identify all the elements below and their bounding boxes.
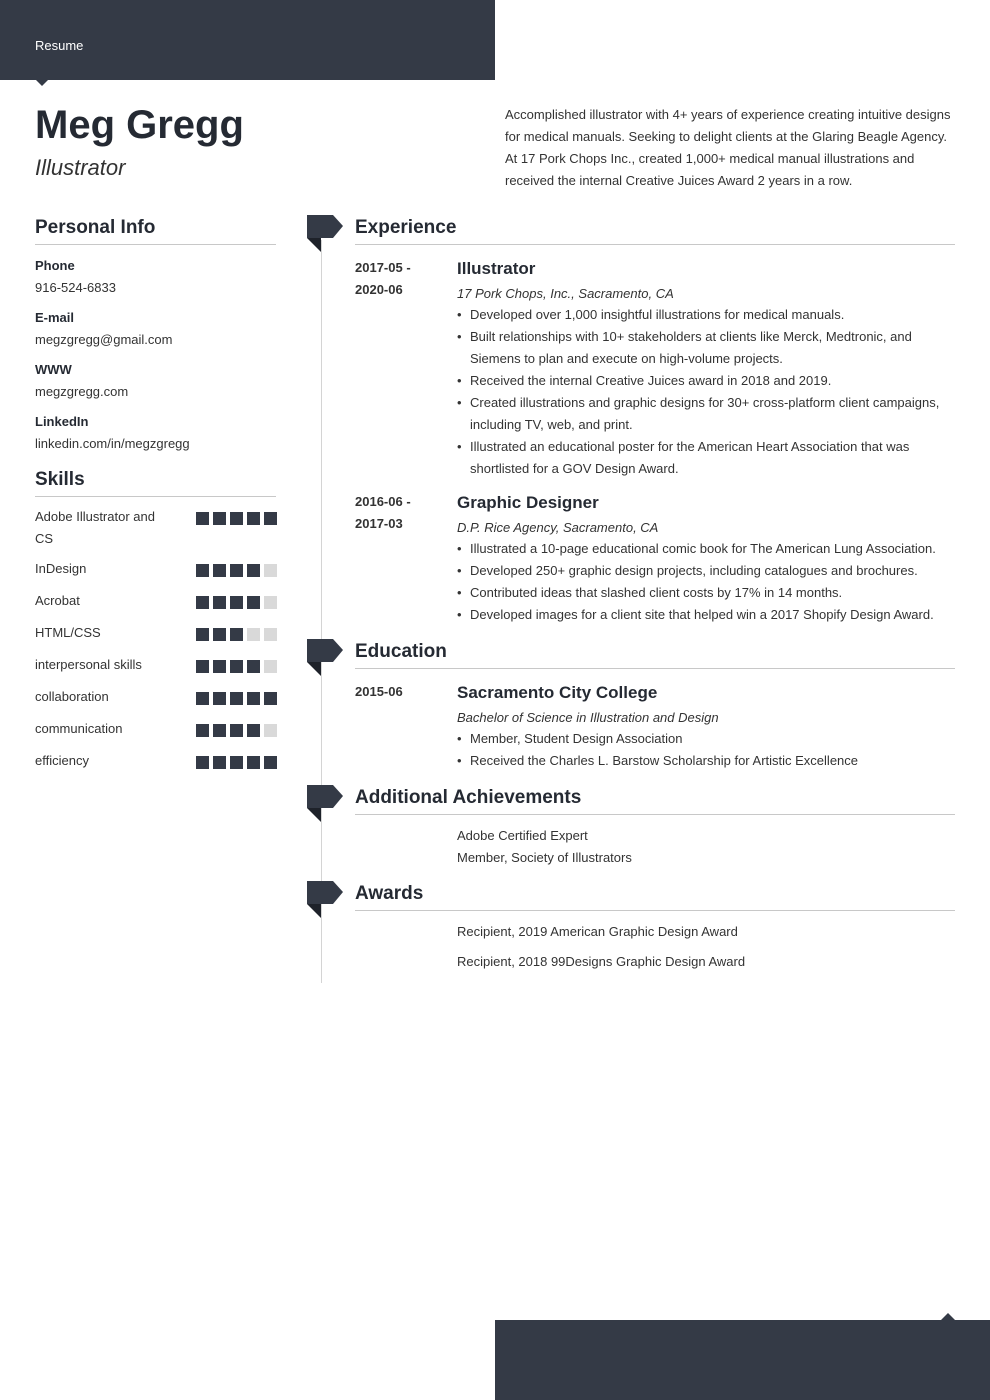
skill-rating [196, 756, 277, 769]
skill-level-square [213, 512, 226, 525]
skill-level-square [264, 692, 277, 705]
footer-notch [941, 1313, 955, 1320]
achievement-item: Adobe Certified Expert [457, 828, 588, 843]
awards-rule [355, 910, 955, 911]
skill-name: InDesign [35, 561, 87, 576]
skill-level-square [264, 660, 277, 673]
skill-level-square [230, 724, 243, 737]
skill-name: interpersonal skills [35, 657, 142, 672]
skill-level-square [196, 596, 209, 609]
linkedin-label: LinkedIn [35, 414, 89, 429]
education-degree: Bachelor of Science in Illustration and Design [457, 710, 719, 725]
skill-level-square [196, 512, 209, 525]
job-bullet: • Built relationships with 10+ stakeholders at clients like Merck, Medtronic, and Siemens to plan and execute on high-volume projects. [457, 326, 955, 370]
skill-level-square [213, 628, 226, 641]
skill-rating [196, 512, 277, 525]
skill-rating [196, 596, 277, 609]
skill-level-square [196, 564, 209, 577]
job-date-end: 2020-06 [355, 282, 403, 297]
footer-band [495, 1320, 990, 1400]
job-bullets [457, 304, 955, 480]
education-bullets [457, 728, 955, 772]
skill-level-square [196, 756, 209, 769]
experience-rule [355, 244, 955, 245]
skill-level-square [196, 692, 209, 705]
skill-rating [196, 724, 277, 737]
email-label: E-mail [35, 310, 75, 325]
skill-name: efficiency [35, 753, 89, 768]
job-bullet: • Developed 250+ graphic design projects, including catalogues and brochures. [457, 560, 955, 582]
skill-level-square [213, 724, 226, 737]
skill-level-square [213, 564, 226, 577]
job-title: Graphic Designer [457, 493, 599, 512]
job-bullet: • Received the internal Creative Juices award in 2018 and 2019. [457, 370, 955, 392]
job-bullet: • Illustrated a 10-page educational comic book for The American Lung Association. [457, 538, 955, 560]
award-item: Recipient, 2018 99Designs Graphic Design Award [457, 954, 746, 969]
job-company: D.P. Rice Agency, Sacramento, CA [457, 520, 659, 535]
skill-level-square [230, 660, 243, 673]
skill-level-square [196, 628, 209, 641]
achievements-rule [355, 814, 955, 815]
skill-level-square [230, 756, 243, 769]
skill-level-square [264, 756, 277, 769]
job-bullet: • Illustrated an educational poster for the American Heart Association that was shortlisted for a GOV Design Award. [457, 436, 955, 480]
header-notch [35, 79, 49, 86]
skill-level-square [247, 724, 260, 737]
header-label: Resume [35, 38, 84, 53]
education-heading: Education [355, 641, 447, 662]
phone-label: Phone [35, 258, 75, 273]
skill-name: HTML/CSS [35, 625, 101, 640]
skill-name: communication [35, 721, 123, 736]
job-date-end: 2017-03 [355, 516, 403, 531]
header-band [0, 0, 495, 80]
skill-level-square [230, 692, 243, 705]
job-bullet: • Created illustrations and graphic designs for 30+ cross-platform client campaigns, including TV, web, and print. [457, 392, 955, 436]
job-title: Illustrator [457, 259, 536, 278]
linkedin-value: linkedin.com/in/megzgregg [35, 436, 190, 451]
job-bullets [457, 538, 955, 626]
section-flag-icon [307, 785, 343, 822]
skills-rule [35, 496, 276, 497]
profile-summary: Accomplished illustrator with 4+ years of experience creating intuitive designs for medical manuals. Seeking to delight clients at the Glaring Beagle Agency. At 17 Pork Chops Inc., created 1,000+ medical manual illustrations and received the internal Creative Juices Award 2 years in a row. [505, 107, 951, 188]
skill-level-square [230, 628, 243, 641]
awards-heading: Awards [355, 883, 424, 904]
skill-level-square [247, 692, 260, 705]
experience-heading: Experience [355, 217, 457, 238]
job-bullet: • Developed over 1,000 insightful illustrations for medical manuals. [457, 304, 955, 326]
personal-info-rule [35, 244, 276, 245]
education-bullet: • Member, Student Design Association [457, 728, 955, 750]
job-date [355, 491, 445, 535]
skill-level-square [213, 692, 226, 705]
skill-level-square [247, 756, 260, 769]
personal-info-heading: Personal Info [35, 217, 156, 238]
section-flag-icon [307, 639, 343, 676]
skill-level-square [196, 660, 209, 673]
skill-level-square [230, 512, 243, 525]
skill-level-square [247, 564, 260, 577]
education-rule [355, 668, 955, 669]
skill-level-square [247, 512, 260, 525]
job-date-start: 2017-05 - [355, 260, 411, 275]
phone-value: 916-524-6833 [35, 280, 116, 295]
skill-level-square [264, 628, 277, 641]
education-school: Sacramento City College [457, 683, 658, 702]
skill-level-square [213, 596, 226, 609]
skill-level-square [264, 512, 277, 525]
job-company: 17 Pork Chops, Inc., Sacramento, CA [457, 286, 674, 301]
www-label: WWW [35, 362, 72, 377]
section-flag-icon [307, 881, 343, 918]
candidate-name: Meg Gregg [35, 103, 244, 147]
job-date [355, 257, 445, 301]
job-bullet: • Contributed ideas that slashed client costs by 17% in 14 months. [457, 582, 955, 604]
education-date: 2015-06 [355, 684, 403, 699]
skill-name: Adobe Illustrator and CS [35, 509, 155, 546]
achievement-item: Member, Society of Illustrators [457, 850, 632, 865]
skill-level-square [196, 724, 209, 737]
skill-level-square [264, 564, 277, 577]
achievements-heading: Additional Achievements [355, 787, 582, 808]
skill-level-square [230, 564, 243, 577]
skill-level-square [213, 660, 226, 673]
award-item: Recipient, 2019 American Graphic Design Award [457, 924, 738, 939]
skill-level-square [247, 628, 260, 641]
skill-level-square [247, 660, 260, 673]
skill-level-square [264, 596, 277, 609]
skill-level-square [247, 596, 260, 609]
skill-name: Acrobat [35, 593, 80, 608]
timeline-line [321, 240, 322, 983]
skill-level-square [264, 724, 277, 737]
skill-level-square [213, 756, 226, 769]
skill-rating [196, 660, 277, 673]
education-bullet: • Received the Charles L. Barstow Scholarship for Artistic Excellence [457, 750, 955, 772]
skill-level-square [230, 596, 243, 609]
email-value: megzgregg@gmail.com [35, 332, 173, 347]
candidate-title: Illustrator [35, 155, 126, 180]
job-date-start: 2016-06 - [355, 494, 411, 509]
skill-rating [196, 692, 277, 705]
skill-rating [196, 564, 277, 577]
skills-heading: Skills [35, 469, 85, 490]
job-bullet: • Developed images for a client site that helped win a 2017 Shopify Design Award. [457, 604, 955, 626]
www-value: megzgregg.com [35, 384, 129, 399]
skill-name: collaboration [35, 689, 109, 704]
section-flag-icon [307, 215, 343, 252]
skill-rating [196, 628, 277, 641]
